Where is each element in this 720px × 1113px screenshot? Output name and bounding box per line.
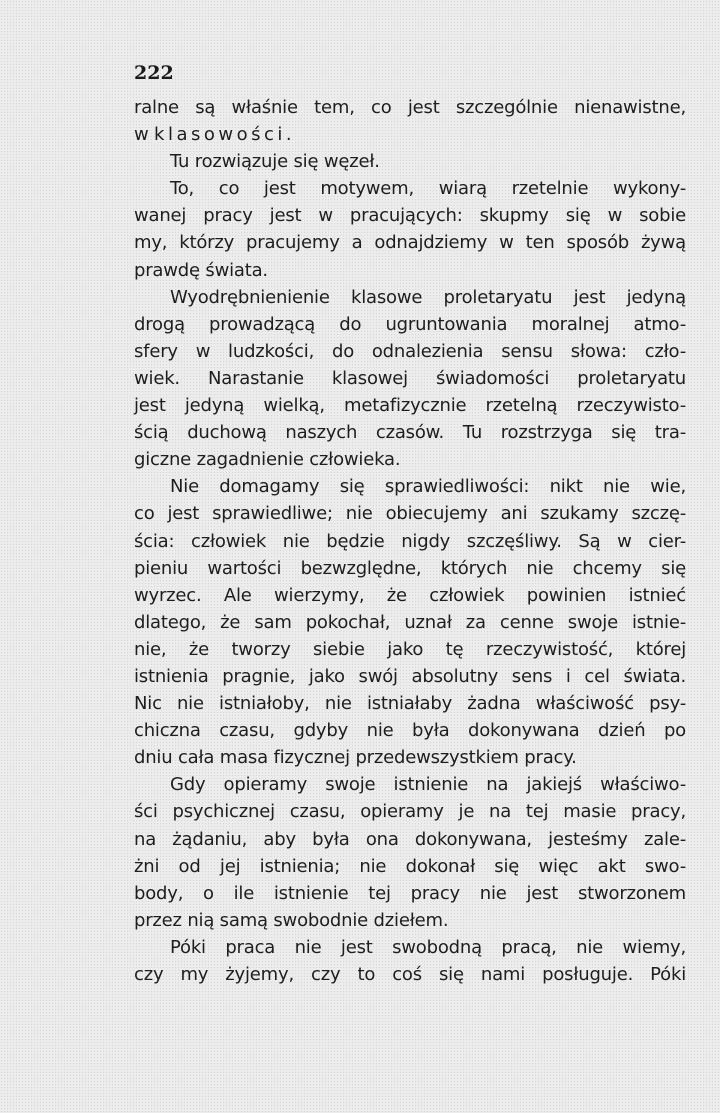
text-line: dniu cała masa fizycznej przedewszystkiem pracy. xyxy=(134,747,577,769)
text-line: ralne są właśnie tem, co jest szczególnie nienawistne, xyxy=(134,97,686,118)
text-line: ścia: człowiek nie będzie nigdy szczęśliwy. Są w cier- xyxy=(134,530,686,552)
text-line: dlatego, że sam pokochał, uznał za cenne swoje istnie- xyxy=(134,611,686,633)
text-line: na żądaniu, aby była ona dokonywana, jesteśmy zale- xyxy=(134,828,686,850)
text-line: Gdy opieramy swoje istnienie na jakiejś właściwo- xyxy=(170,774,686,796)
text-line: To, co jest motywem, wiarą rzetelnie wykony- xyxy=(170,178,686,200)
body-text xyxy=(134,94,686,988)
text-line: żni od jej istnienia; nie dokonał się więc akt swo- xyxy=(134,855,686,877)
text-line: wiek. Narastanie klasowej świadomości proletaryatu xyxy=(134,367,686,389)
text-line: istnienia pragnie, jako swój absolutny sens i cel świata. xyxy=(134,665,686,687)
text-line: wanej pracy jest w pracujących: skupmy się w sobie xyxy=(134,205,686,227)
text-line: nie, że tworzy siebie jako tę rzeczywistość, której xyxy=(134,638,686,660)
text-line: Nie domagamy się sprawiedliwości: nikt nie wie, xyxy=(170,476,686,498)
text-line: ści psychicznej czasu, opieramy je na tej masie pracy, xyxy=(134,801,686,823)
text-line: giczne zagadnienie człowieka. xyxy=(134,449,401,471)
text-line: chiczna czasu, gdyby nie była dokonywana dzień po xyxy=(134,720,686,742)
text-line: Póki praca nie jest swobodną pracą, nie wiemy, xyxy=(170,936,686,958)
text-line: pieniu wartości bezwzględne, których nie chcemy się xyxy=(134,557,686,579)
text-line: ścią duchową naszych czasów. Tu rozstrzyga się tra- xyxy=(134,422,686,444)
text-line: czy my żyjemy, czy to coś się nami posługuje. Póki xyxy=(134,964,686,985)
text-line: drogą prowadzącą do ugruntowania moralnej atmo- xyxy=(134,313,686,335)
text-line: prawdę świata. xyxy=(134,259,268,281)
text-line: my, którzy pracujemy a odnajdziemy w ten sposób żywą xyxy=(134,232,686,254)
text-line: w klasowości. xyxy=(134,124,296,146)
text-line: Nic nie istniałoby, nie istniałaby żadna właściwość psy- xyxy=(134,693,686,715)
text-line: wyrzec. Ale wierzymy, że człowiek powinien istnieć xyxy=(134,584,686,606)
text-line: przez nią samą swobodnie dziełem. xyxy=(134,909,449,931)
text-line: sfery w ludzkości, do odnalezienia sensu słowa: czło- xyxy=(134,340,686,362)
text-line: Tu rozwiązuje się węzeł. xyxy=(170,151,380,173)
text-line: co jest sprawiedliwe; nie obiecujemy ani szukamy szczę- xyxy=(134,503,686,525)
page-number: 222 xyxy=(134,62,174,84)
text-line: Wyodrębnienienie klasowe proletaryatu jest jedyną xyxy=(170,286,686,308)
text-line: jest jedyną wielką, metafizycznie rzetelną rzeczywisto- xyxy=(134,395,686,417)
text-line: body, o ile istnienie tej pracy nie jest stworzonem xyxy=(134,882,686,904)
